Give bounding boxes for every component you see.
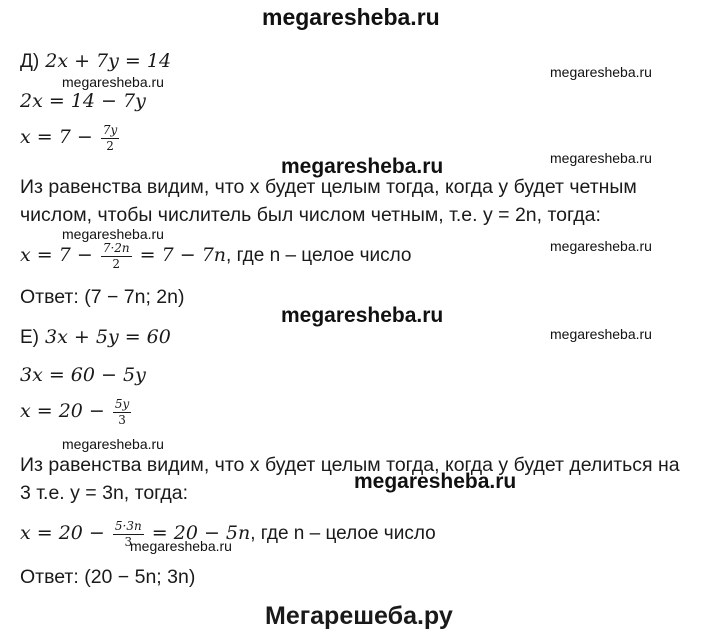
part-e-text-2: 3 т.е. y = 3n, тогда:: [20, 482, 189, 504]
fraction-numerator: 7·2n: [102, 241, 130, 255]
part-d-equation-2: 2x = 14 − 7y: [20, 90, 146, 112]
part-e-equation-1: [20, 328, 171, 347]
watermark-small: megaresheba.ru: [550, 150, 652, 166]
watermark-small: megaresheba.ru: [550, 64, 652, 80]
eq-note: , где n – целое число: [250, 523, 436, 545]
fraction-numerator: 5·3n: [114, 519, 142, 533]
eq-lhs: x = 20 −: [20, 400, 105, 423]
site-watermark-footer: Мегарешеба.ру: [265, 602, 453, 630]
part-d-text-1: Из равенства видим, что x будет целым тогда, когда y будет четным: [20, 176, 637, 198]
part-e-answer: Ответ: (20 − 5n; 3n): [20, 566, 196, 588]
watermark-bold: megaresheba.ru: [354, 470, 517, 493]
eq-lhs: x = 20 −: [20, 522, 105, 545]
watermark-bold: megaresheba.ru: [281, 304, 444, 327]
part-e-eq1: 3x + 5y = 60: [45, 326, 171, 348]
fraction: [113, 398, 131, 426]
fraction-numerator: 7y: [102, 123, 118, 137]
fraction: [101, 124, 119, 152]
fraction-denominator: 2: [112, 256, 121, 271]
eq-lhs: x = 7 −: [20, 244, 93, 267]
eq-rhs: = 20 − 5n: [151, 522, 251, 545]
part-d-text-2: числом, чтобы числитель был числом четным, т.е. y = 2n, тогда:: [20, 204, 601, 226]
part-d-label: Д): [20, 51, 40, 72]
fraction-denominator: 2: [106, 138, 114, 153]
fraction-numerator: 5y: [114, 397, 130, 411]
fraction-denominator: 3: [118, 412, 126, 427]
part-d-equation-1: [20, 52, 171, 71]
watermark-small: megaresheba.ru: [130, 538, 232, 554]
fraction: [101, 242, 132, 270]
watermark-small: megaresheba.ru: [62, 226, 164, 242]
watermark-small: megaresheba.ru: [62, 74, 164, 90]
part-d-eq1: 2x + 7y = 14: [45, 50, 172, 72]
eq-note: , где n – целое число: [226, 245, 412, 267]
watermark-small: megaresheba.ru: [62, 436, 164, 452]
watermark-small: megaresheba.ru: [550, 238, 652, 254]
watermark-small: megaresheba.ru: [550, 326, 652, 342]
part-e-label: Е): [20, 327, 39, 348]
part-e-equation-3: [20, 398, 133, 426]
fraction-denominator: 3: [124, 534, 133, 549]
part-d-equation-4: [20, 242, 412, 270]
site-watermark-top: megaresheba.ru: [262, 4, 440, 30]
part-d-answer: Ответ: (7 − 7n; 2n): [20, 286, 185, 308]
watermark-bold: megaresheba.ru: [281, 155, 444, 178]
part-d-equation-3: [20, 124, 121, 152]
part-e-text-1: Из равенства видим, что x будет целым тогда, когда y будет делиться на: [20, 454, 680, 476]
eq-lhs: x = 7 −: [20, 126, 93, 149]
eq-rhs: = 7 − 7n: [139, 244, 227, 267]
part-e-equation-2: 3x = 60 − 5y: [20, 364, 146, 386]
